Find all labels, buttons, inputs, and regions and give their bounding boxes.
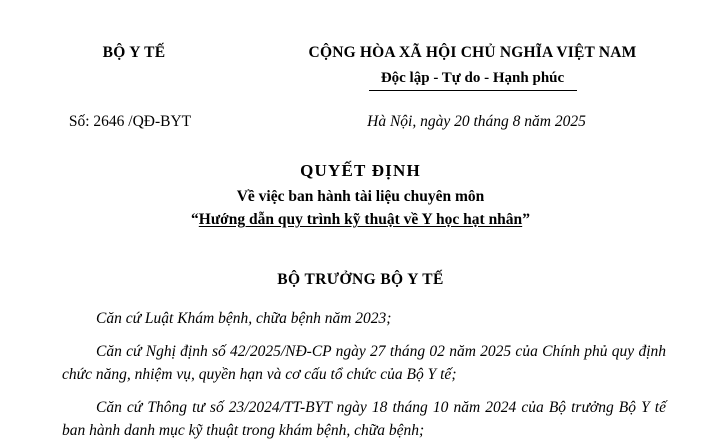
document-number-label: Số: xyxy=(68,113,90,130)
document-number-suffix: /QĐ-BYT xyxy=(128,113,192,130)
legal-basis-paragraph: Căn cứ Luật Khám bệnh, chữa bệnh năm 2023; xyxy=(96,310,392,327)
header-right-column xyxy=(250,44,721,91)
document-number xyxy=(0,113,250,131)
document-about: Về việc ban hành tài liệu chuyên môn xyxy=(236,188,485,205)
issuing-organization: BỘ Y TẾ xyxy=(102,44,166,61)
document-header xyxy=(0,0,721,91)
legal-basis-paragraph: Căn cứ Nghị định số 42/2025/NĐ-CP ngày 27 tháng 02 năm 2025 của Chính phủ quy định chức năng, nhiệm vụ, quyền hạn và cơ cấu tổ chức của Bộ Y tế; xyxy=(62,342,666,384)
legal-basis-paragraph: Căn cứ Thông tư số 23/2024/TT-BYT ngày 18 tháng 10 năm 2024 của Bộ trưởng Bộ Y tế ban hành danh mục kỹ thuật trong khám bệnh, chữa bệnh; xyxy=(62,398,666,440)
document-type-title: QUYẾT ĐỊNH xyxy=(300,161,421,180)
national-title: CỘNG HÒA XÃ HỘI CHỦ NGHĨA VIỆT NAM xyxy=(308,44,637,61)
document-body xyxy=(0,307,721,443)
close-quote: ” xyxy=(522,211,530,228)
issuer-title: BỘ TRƯỞNG BỘ Y TẾ xyxy=(277,271,444,288)
document-number-value: 2646 xyxy=(93,113,125,130)
reference-line xyxy=(0,113,721,131)
material-name-text: Hướng dẫn quy trình kỹ thuật về Y học hạt nhân xyxy=(198,211,523,228)
title-block xyxy=(0,161,721,229)
open-quote: “ xyxy=(191,211,199,228)
place-and-date: Hà Nội, ngày 20 tháng 8 năm 2025 xyxy=(367,113,586,130)
document-material-name xyxy=(191,211,530,229)
motto-underline xyxy=(369,90,577,91)
header-left-column xyxy=(0,44,250,62)
national-motto: Độc lập - Tự do - Hạnh phúc xyxy=(380,70,565,86)
